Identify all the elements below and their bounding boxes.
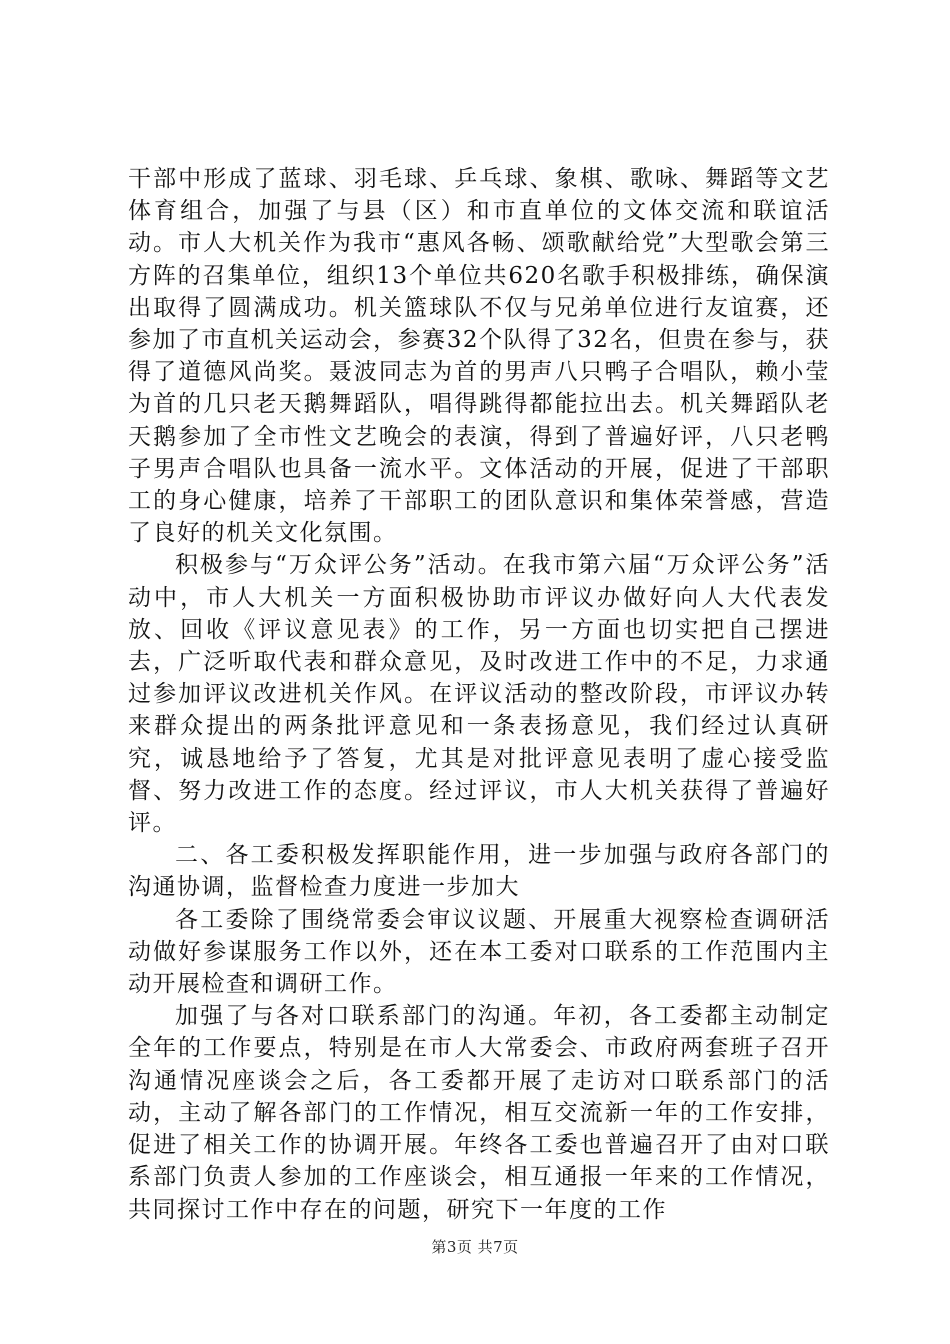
page-footer: 第3页 共7页 xyxy=(431,1238,519,1256)
paragraph-committees: 各工委除了围绕常委会审议议题、开展重大视察检查调研活动做好参谋服务工作以外，还在本工委对口联系的工作范围内主动开展检查和调研工作。 xyxy=(128,906,830,998)
document-body xyxy=(128,163,830,1226)
paragraph-communication: 加强了与各对口联系部门的沟通。年初，各工委都主动制定全年的工作要点，特别是在市人大常委会、市政府两套班子召开沟通情况座谈会之后，各工委都开展了走访对口联系部门的活动，主动了解各部门的工作情况，相互交流新一年的工作安排，促进了相关工作的协调开展。年终各工委也普遍召开了由对口联系部门负责人参加的工作座谈会，相互通报一年来的工作情况，共同探讨工作中存在的问题，研究下一年度的工作 xyxy=(128,1003,830,1223)
paragraph-public-review: 积极参与“万众评公务”活动。在我市第六届“万众评公务”活动中，市人大机关一方面积极协助市评议办做好向人大代表发放、回收《评议意见表》的工作，另一方面也切实把自己摆进去，广泛听取代表和群众意见，及时改进工作中的不足，力求通过参加评议改进机关作风。在评议活动的整改阶段，市评议办转来群众提出的两条批评意见和一条表扬意见，我们经过认真研究，诚恳地给予了答复，尤其是对批评意见表明了虚心接受监督、努力改进工作的态度。经过评议，市人大机关获得了普遍好评。 xyxy=(128,552,830,837)
paragraph-continued: 干部中形成了蓝球、羽毛球、乒乓球、象棋、歌咏、舞蹈等文艺体育组合，加强了与县（区）和市直单位的文体交流和联谊活动。市人大机关作为我市“惠风各畅、颂歌献给党”大型歌会第三方阵的召集单位，组织13个单位共620名歌手积极排练，确保演出取得了圆满成功。机关篮球队不仅与兄弟单位进行友谊赛，还参加了市直机关运动会，参赛32个队得了32名，但贵在参与，获得了道德风尚奖。聂波同志为首的男声八只鸭子合唱队，赖小莹为首的几只老天鹅舞蹈队，唱得跳得都能拉出去。机关舞蹈队老天鹅参加了全市性文艺晚会的表演，得到了普遍好评，八只老鸭子男声合唱队也具备一流水平。文体活动的开展，促进了干部职工的身心健康，培养了干部职工的团队意识和集体荣誉感，营造了良好的机关文化氛围。 xyxy=(128,166,830,547)
section-heading-two: 二、各工委积极发挥职能作用，进一步加强与政府各部门的沟通协调，监督检查力度进一步加大 xyxy=(128,842,830,901)
